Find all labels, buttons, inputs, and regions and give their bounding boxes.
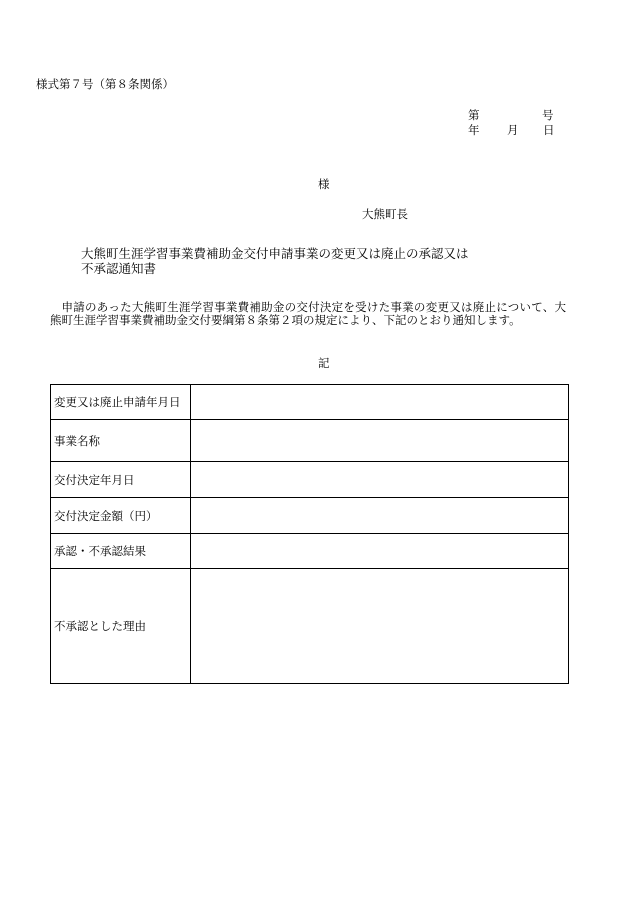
table-row-rejection-reason (51, 569, 569, 684)
date-day-label: 日 (543, 123, 555, 137)
body-paragraph: 申請のあった大熊町生涯学習事業費補助金の交付決定を受けた事業の変更又は廃止について、大熊町生涯学習事業費補助金交付要綱第８条第２項の規定により、下記のとおり通知します。 (50, 300, 566, 327)
table-row-project-name (51, 420, 569, 462)
row-label: 事業名称 (51, 420, 191, 462)
row-value-field[interactable] (191, 385, 569, 420)
date-month-label: 月 (507, 123, 519, 137)
table-row-decision-amount (51, 498, 569, 534)
ki-heading: 記 (318, 356, 330, 370)
document-title-line-2: 不承認通知書 (81, 261, 157, 276)
addressee-honorific: 様 (318, 177, 330, 191)
details-table (50, 384, 569, 684)
row-value-field[interactable] (191, 462, 569, 498)
row-label: 不承認とした理由 (51, 569, 191, 684)
table-row-approval-result (51, 534, 569, 569)
row-label: 交付決定年月日 (51, 462, 191, 498)
date-year-label: 年 (468, 123, 480, 137)
document-title-line-1: 大熊町生涯学習事業費補助金交付申請事業の変更又は廃止の承認又は (81, 246, 469, 261)
row-label: 変更又は廃止申請年月日 (51, 385, 191, 420)
row-label: 承認・不承認結果 (51, 534, 191, 569)
row-value-field[interactable] (191, 569, 569, 684)
row-value-field[interactable] (191, 534, 569, 569)
form-number: 様式第７号（第８条関係） (36, 77, 174, 91)
document-number-suffix: 号 (542, 108, 554, 122)
row-value-field[interactable] (191, 420, 569, 462)
row-label: 交付決定金額（円） (51, 498, 191, 534)
document-number-label: 第 (468, 108, 480, 122)
table-row-application-date (51, 385, 569, 420)
table-row-decision-date (51, 462, 569, 498)
row-value-field[interactable] (191, 498, 569, 534)
sender-name: 大熊町長 (362, 207, 408, 221)
